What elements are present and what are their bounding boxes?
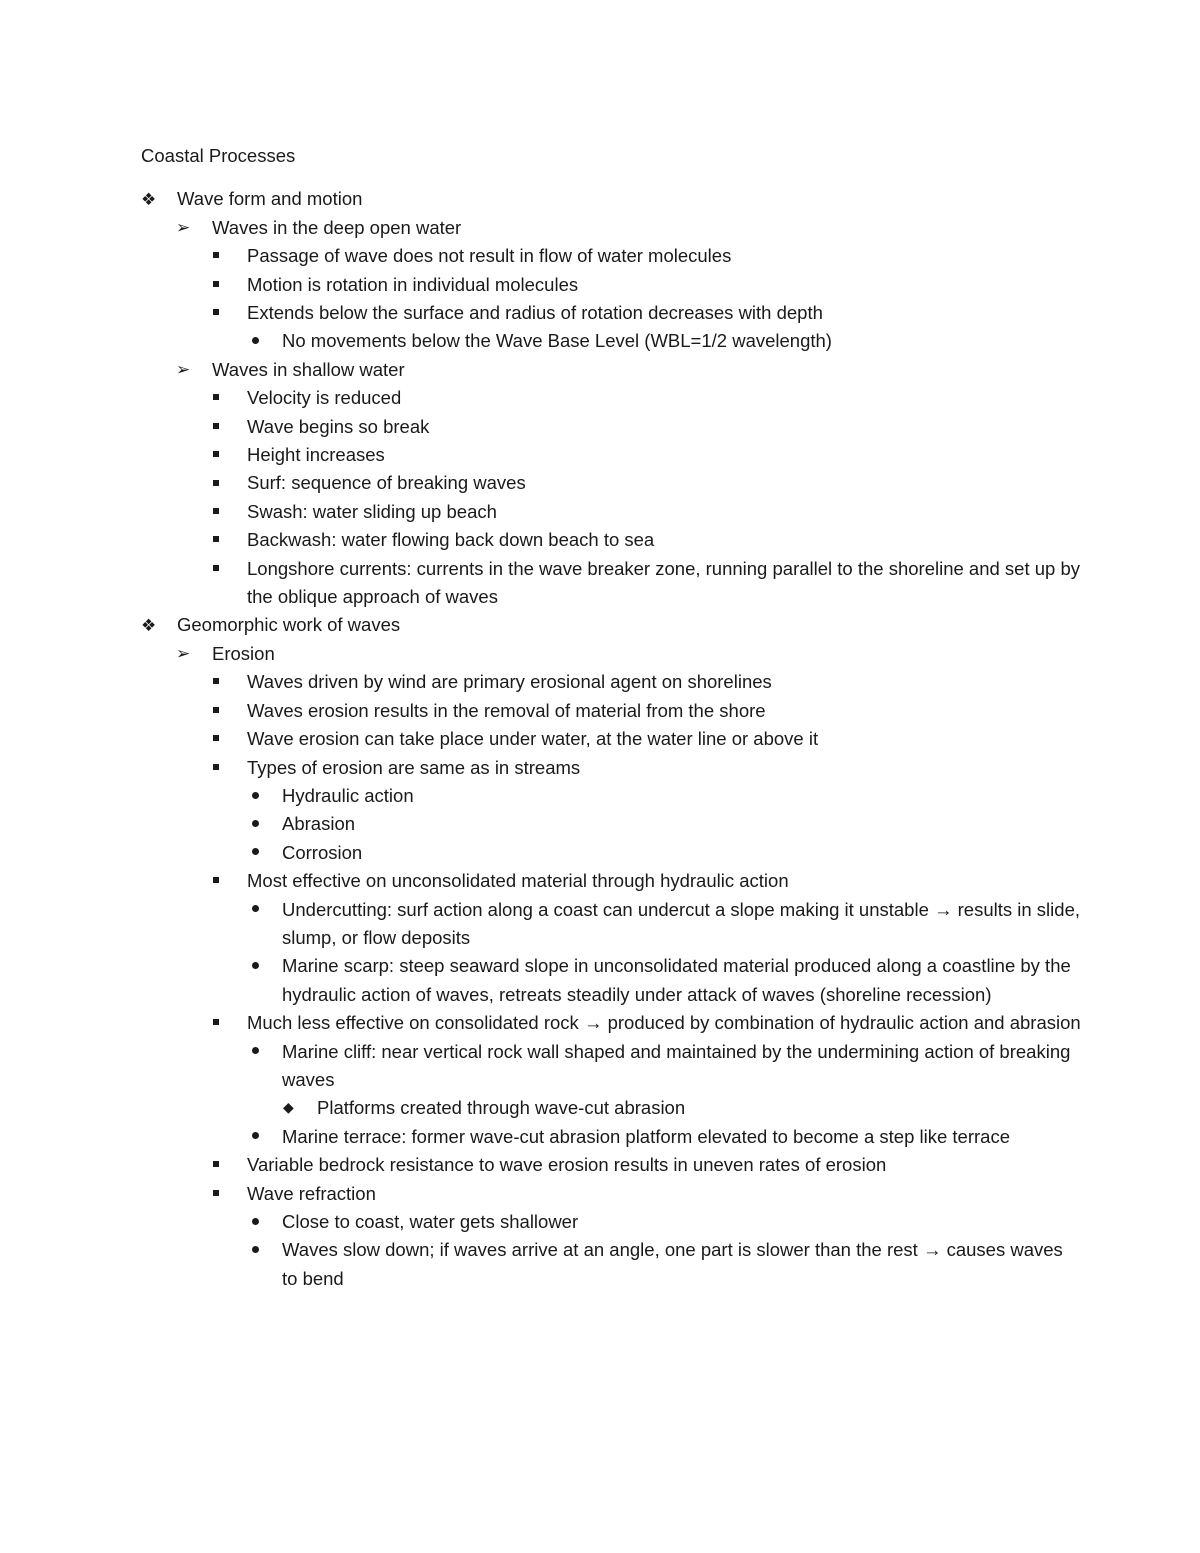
outline-item-level-2 [141,242,1081,270]
outline-item-level-2 [141,1009,1081,1037]
outline-item-level-2 [141,469,1081,497]
outline-item-level-3 [141,1236,1081,1293]
arrowhead-bullet-icon: ➢ [176,359,191,380]
square-bullet-icon [213,498,237,526]
dot-bullet-icon [252,782,276,810]
outline-item-level-1 [141,214,1081,242]
outline-item-text: Surf: sequence of breaking waves [247,472,526,494]
square-bullet-icon [213,725,237,753]
outline-item-text: Waves erosion results in the removal of material from the shore [247,699,766,721]
outline-item-text: Wave refraction [247,1182,376,1204]
outline-item-level-2 [141,384,1081,412]
outline-item-text: Variable bedrock resistance to wave erosion results in uneven rates of erosion [247,1154,887,1176]
dot-bullet-icon [252,810,276,838]
outline-item-text: Marine cliff: near vertical rock wall shaped and maintained by the undermining action of breaking waves [282,1040,1071,1090]
outline-item-level-3 [141,810,1081,838]
outline-item-text: Wave begins so break [247,415,430,437]
square-bullet-icon [213,867,237,895]
square-bullet-icon [213,1180,237,1208]
outline-item-level-3 [141,839,1081,867]
outline-item-text: Passage of wave does not result in flow of water molecules [247,245,732,267]
dot-bullet-icon [252,896,276,924]
outline-item-level-2 [141,668,1081,696]
document-page [141,142,1081,1293]
outline-item-text: Wave form and motion [177,188,363,210]
square-bullet-icon [213,469,237,497]
square-bullet-icon [213,754,237,782]
square-bullet-icon [213,384,237,412]
outline-item-level-3 [141,1123,1081,1151]
outline-item-text: Waves driven by wind are primary erosional agent on shorelines [247,671,772,693]
outline-item-level-2 [141,754,1081,782]
outline-item-level-2 [141,555,1081,612]
outline-item-level-0 [141,185,1081,213]
arrowhead-bullet-icon: ➢ [176,643,191,664]
dot-bullet-icon [252,952,276,980]
outline-item-text: Geomorphic work of waves [177,614,401,636]
dot-bullet-icon [252,839,276,867]
dot-bullet-icon [252,1123,276,1151]
square-bullet-icon [213,697,237,725]
square-bullet-icon [213,1151,237,1179]
square-bullet-icon [213,526,237,554]
outline-item-text: Types of erosion are same as in streams [247,756,581,778]
outline-item-text: Swash: water sliding up beach [247,500,497,522]
square-bullet-icon [213,555,237,583]
outline-item-text: Height increases [247,444,385,466]
dot-bullet-icon [252,1208,276,1236]
outline-item-text: Backwash: water flowing back down beach to sea [247,529,655,551]
outline-item-text: Waves in the deep open water [212,216,462,238]
outline-item-level-2 [141,413,1081,441]
square-bullet-icon [213,242,237,270]
square-bullet-icon [213,668,237,696]
four-diamonds-bullet-icon: ❖ [141,616,157,637]
square-bullet-icon [213,271,237,299]
four-diamonds-bullet-icon: ❖ [141,190,157,211]
outline-item-text: Wave erosion can take place under water, at the water line or above it [247,728,819,750]
outline-item-text: Close to coast, water gets shallower [282,1211,579,1233]
outline-item-text: Extends below the surface and radius of rotation decreases with depth [247,302,823,324]
outline-item-text: Much less effective on consolidated rock → produced by combination of hydraulic action and abrasion [247,1012,1081,1034]
outline-item-level-3 [141,896,1081,953]
arrowhead-bullet-icon: ➢ [176,217,191,238]
outline-item-text: Corrosion [282,841,363,863]
outline-item-level-2 [141,526,1081,554]
outline-item-level-2 [141,1180,1081,1208]
outline-item-text: Longshore currents: currents in the wave breaker zone, running parallel to the shoreline and set up by the oblique approach of waves [247,557,1080,608]
outline-item-level-3 [141,327,1081,355]
outline-item-text: Marine scarp: steep seaward slope in unconsolidated material produced along a coastline by the hydraulic action of waves, retreats steadily under attack of waves (shoreline recession) [282,955,1071,1005]
outline-item-text: Erosion [212,642,275,664]
outline-item-level-2 [141,697,1081,725]
outline-item-text: Marine terrace: former wave-cut abrasion platform elevated to become a step like terrace [282,1125,1010,1147]
outline-item-text: Motion is rotation in individual molecules [247,273,579,295]
outline-item-text: Waves in shallow water [212,358,405,380]
outline-item-level-2 [141,299,1081,327]
outline-item-level-3 [141,952,1081,1009]
outline-item-level-2 [141,441,1081,469]
outline-item-level-1 [141,640,1081,668]
outline-item-text: Undercutting: surf action along a coast can undercut a slope making it unstable → results in slide, slump, or flow deposits [282,898,1080,948]
outline-item-text: No movements below the Wave Base Level (WBL=1/2 wavelength) [282,330,832,352]
diamond-bullet-icon: ◆ [283,1100,294,1117]
outline-item-text: Velocity is reduced [247,387,402,409]
dot-bullet-icon [252,327,276,355]
outline-item-level-2 [141,271,1081,299]
outline-item-level-3 [141,1038,1081,1095]
square-bullet-icon [213,413,237,441]
outline-item-level-2 [141,1151,1081,1179]
document-title: Coastal Processes [141,145,296,166]
outline-item-level-3 [141,1208,1081,1236]
dot-bullet-icon [252,1236,276,1264]
square-bullet-icon [213,441,237,469]
outline-item-level-4 [141,1094,1081,1122]
outline-item-level-2 [141,867,1081,895]
outline-item-level-2 [141,498,1081,526]
outline-item-text: Hydraulic action [282,784,414,806]
outline-item-level-0 [141,611,1081,639]
dot-bullet-icon [252,1038,276,1066]
outline-item-text: Most effective on unconsolidated material through hydraulic action [247,870,789,892]
outline-list [141,185,1081,1293]
outline-item-level-3 [141,782,1081,810]
outline-item-text: Waves slow down; if waves arrive at an angle, one part is slower than the rest → causes waves to bend [282,1239,1063,1289]
square-bullet-icon [213,299,237,327]
outline-item-text: Abrasion [282,813,356,835]
outline-item-text: Platforms created through wave-cut abrasion [317,1097,686,1119]
outline-item-level-1 [141,356,1081,384]
outline-item-level-2 [141,725,1081,753]
square-bullet-icon [213,1009,237,1037]
